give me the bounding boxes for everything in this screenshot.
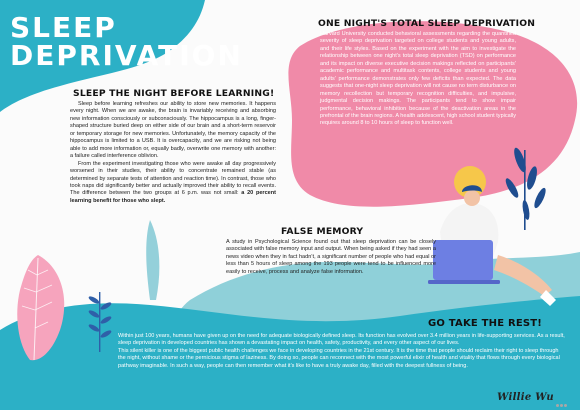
rest-paragraph-2: This silent killer is one of the biggest public health challenges we face in developing countries in the 21st century. It is the time that people should reclaim their right to sleep through the night, without shame or the pernicious stigma of laziness. By doing so, people can reconnect with the most powerful elixir of health and vitality that flows through every biological pathway imaginable. In such a way, people can then remember what it's like to have a truly awake day, filled with the deepest fullness of being. [118, 347, 560, 369]
paragraph-1: Sleep before learning refreshes our ability to store new memories. It happens every night. When we are awake, the brain is invariably receiving and absorbing new information consciously or subconsciously. The hippocampus is a long, finger-shaped structure buried deep on either side of our brain and a short-term reservoir or temporary storage for new memories. Unfortunately, the memory capacity of the hippocampus is limited to a USB. It is overcapacity, and we are risking not being able to add more information or, equally badly, overwrite one memory with another: a failure called interference oblivion. [70, 101, 276, 160]
heading-false-memory: FALSE MEMORY [281, 226, 364, 237]
author-signature: Willie Wu [497, 392, 554, 403]
tall-leaf [146, 220, 159, 300]
text-total-sleep-deprivation: Harvard University conducted behavioral assessments regarding the quantified severity of sleep deprivation targeted on college students and young adults, and their life styles. Based on the experiment with the aim to investigate the relationship between one night's total sleep deprivation (TSD) on performance and its impact on diverse executive decision makings reflected on participants’ academic performance and multitask contents, college students and young adults’ performance demonstrates only few deficits than expected. The data suggests that one-night sleep deprivation will not cause no term disturbance on memory recollection but temporary recognition difficulties, and impulsive, judgmental decision makings. The participants tend to show impair performance, behavioral inhibition because of the deactivation areas in the prefrontal of the brain regions. A health adolescent, high school student typically requires around 8 to 10 hours of sleep to function well. [320, 31, 516, 127]
heading-total-sleep-deprivation: ONE NIGHT'S TOTAL SLEEP DEPRIVATION [318, 18, 536, 29]
title-line-2: DEPRIVATION [10, 39, 243, 72]
heading-go-take-the-rest: GO TAKE THE REST! [428, 318, 543, 329]
paragraph-2-text: From the experiment investigating those who were awake all day progressively worsened in their studies, their ability to concentrate remained stable (as determined by separate tests of attention and reaction time). In contrast, those who took naps did significantly better and actually improved their ability to recall events. The difference between the two groups at 6 p.m. was not small: [70, 160, 276, 197]
paragraph-2 [70, 161, 276, 206]
paragraph-2-bold: a 20 percent learning benefit for those who slept. [70, 190, 276, 204]
heading-sleep-before-learning: SLEEP THE NIGHT BEFORE LEARNING! [73, 88, 275, 99]
rest-paragraph-1: Within just 100 years, humans have given up on the need for adequate biologically defined sleep. Its function has evolved over 3.4 million years in life-supporting services. As a result, sleep deprivation in developed countries has shown a devastating impact on health, safety, productivity, and every other aspect of our lives. [118, 333, 565, 347]
page-title [10, 11, 243, 72]
text-false-memory: A study in Psychological Science found out that sleep deprivation can be closely associated with false memory input and output. When being asked if they had seen a news video when they in fact hadn’t, a significant number of people who had equal or less than 5 hours of sleep among the 193 people were tend to be influenced more easily to receive, process and analyze false information. [226, 239, 436, 275]
decorative-dots [556, 394, 572, 400]
text-go-take-the-rest [118, 333, 566, 370]
text-sleep-before-learning [70, 101, 276, 205]
title-line-1: SLEEP [10, 11, 117, 44]
